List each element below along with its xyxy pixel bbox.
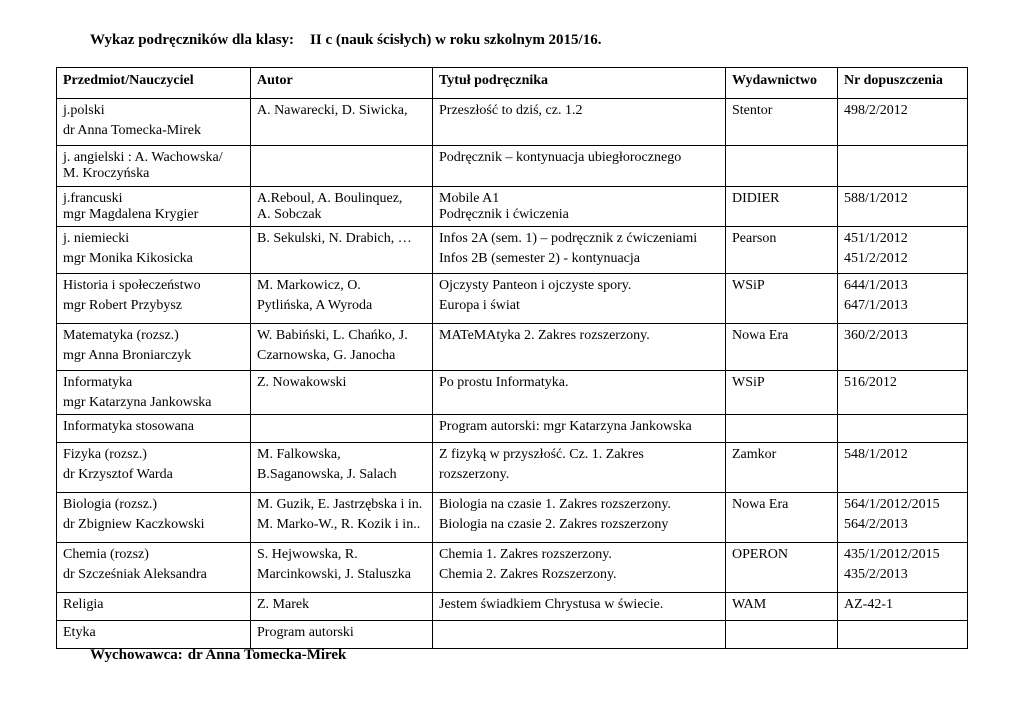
cell-nr [838, 187, 968, 227]
cell-przedmiot [57, 146, 251, 187]
cell-autor [251, 371, 433, 415]
cell-wydawnictwo [726, 99, 838, 146]
table-header-row [57, 68, 968, 99]
table-row [57, 99, 968, 146]
cell-line: dr Krzysztof Warda [63, 467, 173, 482]
cell-line: mgr Monika Kikosicka [63, 251, 193, 266]
cell-line: M. Kroczyńska [63, 166, 150, 181]
cell-przedmiot [57, 443, 251, 493]
table-row [57, 371, 968, 415]
cell-line: 516/2012 [844, 375, 897, 390]
cell-wydawnictwo [726, 621, 838, 649]
table-row [57, 187, 968, 227]
cell-line: Informatyka stosowana [63, 419, 195, 434]
cell-autor [251, 324, 433, 371]
cell-line: Europa i świat [439, 298, 520, 313]
cell-line: Matematyka (rozsz.) [63, 328, 179, 343]
header-tytul: Tytuł podręcznika [433, 68, 726, 99]
table-row [57, 146, 968, 187]
cell-line: 435/2/2013 [844, 567, 908, 582]
cell-line: Z. Nowakowski [257, 375, 347, 390]
cell-przedmiot [57, 415, 251, 443]
table-row [57, 543, 968, 593]
cell-line: WSiP [732, 278, 765, 293]
cell-line: Mobile A1 [439, 191, 500, 206]
cell-przedmiot [57, 187, 251, 227]
cell-line: Pytlińska, A Wyroda [257, 298, 373, 313]
cell-autor [251, 227, 433, 274]
cell-nr [838, 274, 968, 324]
cell-autor [251, 621, 433, 649]
cell-line: 588/1/2012 [844, 191, 908, 206]
cell-line: 644/1/2013 [844, 278, 908, 293]
cell-line: mgr Anna Broniarczyk [63, 348, 192, 363]
cell-tytul [433, 543, 726, 593]
cell-wydawnictwo [726, 593, 838, 621]
cell-line: 360/2/2013 [844, 328, 908, 343]
footer-label: Wychowawca: [90, 647, 183, 663]
cell-line: Ojczysty Panteon i ojczyste spory. [439, 278, 632, 293]
table-row [57, 274, 968, 324]
cell-line: Chemia 2. Zakres Rozszerzony. [439, 567, 617, 582]
cell-autor [251, 146, 433, 187]
cell-wydawnictwo [726, 146, 838, 187]
cell-przedmiot [57, 99, 251, 146]
cell-line: Biologia na czasie 1. Zakres rozszerzony. [439, 497, 671, 512]
cell-line: WAM [732, 597, 767, 612]
document-title [90, 32, 601, 49]
cell-line: 548/1/2012 [844, 447, 908, 462]
cell-nr [838, 443, 968, 493]
cell-line: WSiP [732, 375, 765, 390]
header-przedmiot: Przedmiot/Nauczyciel [57, 68, 251, 99]
cell-line: Fizyka (rozsz.) [63, 447, 147, 462]
cell-nr [838, 99, 968, 146]
cell-line: M. Markowicz, O. [257, 278, 361, 293]
cell-wydawnictwo [726, 324, 838, 371]
cell-przedmiot [57, 543, 251, 593]
cell-tytul [433, 415, 726, 443]
cell-nr [838, 543, 968, 593]
cell-line: Pearson [732, 231, 777, 246]
cell-line: Informatyka [63, 375, 133, 390]
header-nr-dopuszczenia: Nr dopuszczenia [838, 68, 968, 99]
cell-tytul [433, 443, 726, 493]
cell-line: Podręcznik i ćwiczenia [439, 207, 569, 222]
cell-przedmiot [57, 227, 251, 274]
cell-line: Nowa Era [732, 497, 789, 512]
cell-line: Religia [63, 597, 104, 612]
cell-tytul [433, 227, 726, 274]
cell-line: A.Reboul, A. Boulinquez, [257, 191, 403, 206]
cell-line: dr Anna Tomecka-Mirek [63, 123, 201, 138]
cell-line: Program autorski: mgr Katarzyna Jankowska [439, 419, 692, 434]
cell-line: mgr Katarzyna Jankowska [63, 395, 212, 410]
title-prefix: Wykaz podręczników dla klasy: [90, 32, 295, 48]
cell-line: Biologia (rozsz.) [63, 497, 158, 512]
table-row [57, 227, 968, 274]
cell-line: 451/1/2012 [844, 231, 908, 246]
cell-line: DIDIER [732, 191, 780, 206]
table-row [57, 324, 968, 371]
cell-line: 647/1/2013 [844, 298, 908, 313]
cell-line: j.francuski [63, 191, 123, 206]
cell-line: Infos 2A (sem. 1) – podręcznik z ćwiczeniami [439, 231, 698, 246]
cell-wydawnictwo [726, 493, 838, 543]
cell-tytul [433, 493, 726, 543]
cell-autor [251, 274, 433, 324]
cell-nr [838, 593, 968, 621]
cell-line: Marcinkowski, J. Staluszka [257, 567, 411, 582]
cell-przedmiot [57, 493, 251, 543]
cell-line: M. Falkowska, [257, 447, 341, 462]
cell-line: Stentor [732, 103, 773, 118]
cell-autor [251, 543, 433, 593]
cell-tytul [433, 274, 726, 324]
cell-wydawnictwo [726, 543, 838, 593]
cell-autor [251, 187, 433, 227]
cell-wydawnictwo [726, 187, 838, 227]
header-wydawnictwo: Wydawnictwo [726, 68, 838, 99]
cell-line: AZ-42-1 [844, 597, 893, 612]
cell-line: Przeszłość to dziś, cz. 1.2 [439, 103, 583, 118]
cell-nr [838, 324, 968, 371]
cell-wydawnictwo [726, 274, 838, 324]
cell-line: Podręcznik – kontynuacja ubiegłorocznego [439, 150, 682, 165]
cell-line: Z fizyką w przyszłość. Cz. 1. Zakres [439, 447, 644, 462]
textbook-table [56, 67, 968, 649]
header-autor: Autor [251, 68, 433, 99]
cell-line: Infos 2B (semester 2) - kontynuacja [439, 251, 640, 266]
table-row [57, 593, 968, 621]
cell-autor [251, 415, 433, 443]
cell-line: B. Sekulski, N. Drabich, … [257, 231, 412, 246]
table-row [57, 443, 968, 493]
cell-tytul [433, 187, 726, 227]
cell-tytul [433, 621, 726, 649]
cell-line: Chemia (rozsz) [63, 547, 149, 562]
cell-line: A. Sobczak [257, 207, 322, 222]
cell-line: Program autorski [257, 625, 354, 640]
cell-wydawnictwo [726, 227, 838, 274]
cell-line: Etyka [63, 625, 96, 640]
cell-nr [838, 415, 968, 443]
cell-tytul [433, 99, 726, 146]
cell-tytul [433, 593, 726, 621]
cell-wydawnictwo [726, 443, 838, 493]
cell-line: Jestem świadkiem Chrystusa w świecie. [439, 597, 664, 612]
footer-name: dr Anna Tomecka-Mirek [187, 647, 347, 663]
cell-nr [838, 493, 968, 543]
cell-line: mgr Magdalena Krygier [63, 207, 199, 222]
table-row [57, 415, 968, 443]
cell-autor [251, 593, 433, 621]
cell-tytul [433, 324, 726, 371]
cell-line: 451/2/2012 [844, 251, 908, 266]
cell-line: Z. Marek [257, 597, 310, 612]
cell-autor [251, 493, 433, 543]
cell-line: dr Szcześniak Aleksandra [63, 567, 207, 582]
cell-line: j. angielski : A. Wachowska/ [63, 150, 223, 165]
cell-nr [838, 371, 968, 415]
cell-autor [251, 443, 433, 493]
cell-line: M. Marko-W., R. Kozik i in.. [257, 517, 421, 532]
cell-line: Po prostu Informatyka. [439, 375, 569, 390]
cell-wydawnictwo [726, 371, 838, 415]
cell-line: Biologia na czasie 2. Zakres rozszerzony [439, 517, 669, 532]
cell-tytul [433, 146, 726, 187]
table-row [57, 493, 968, 543]
cell-nr [838, 621, 968, 649]
cell-line: S. Hejwowska, R. [257, 547, 358, 562]
cell-line: 564/1/2012/2015 [844, 497, 940, 512]
cell-line: Chemia 1. Zakres rozszerzony. [439, 547, 612, 562]
table-row [57, 621, 968, 649]
cell-przedmiot [57, 324, 251, 371]
cell-line: 435/1/2012/2015 [844, 547, 940, 562]
cell-line: OPERON [732, 547, 789, 562]
cell-przedmiot [57, 274, 251, 324]
cell-autor [251, 99, 433, 146]
cell-line: Nowa Era [732, 328, 789, 343]
cell-line: M. Guzik, E. Jastrzębska i in. [257, 497, 423, 512]
cell-line: W. Babiński, L. Chańko, J. [257, 328, 408, 343]
cell-line: B.Saganowska, J. Salach [257, 467, 397, 482]
cell-line: dr Zbigniew Kaczkowski [63, 517, 205, 532]
cell-line: rozszerzony. [439, 467, 510, 482]
cell-line: Historia i społeczeństwo [63, 278, 201, 293]
cell-line: 498/2/2012 [844, 103, 908, 118]
table-body [57, 99, 968, 649]
cell-line: MATeMAtyka 2. Zakres rozszerzony. [439, 328, 650, 343]
cell-line: 564/2/2013 [844, 517, 908, 532]
cell-line: A. Nawarecki, D. Siwicka, [257, 103, 408, 118]
cell-przedmiot [57, 593, 251, 621]
cell-nr [838, 146, 968, 187]
cell-line: Czarnowska, G. Janocha [257, 348, 396, 363]
footer-teacher [90, 647, 346, 664]
cell-nr [838, 227, 968, 274]
cell-przedmiot [57, 371, 251, 415]
cell-wydawnictwo [726, 415, 838, 443]
cell-line: Zamkor [732, 447, 777, 462]
cell-line: mgr Robert Przybysz [63, 298, 182, 313]
cell-przedmiot [57, 621, 251, 649]
cell-line: j. niemiecki [63, 231, 130, 246]
cell-line: j.polski [63, 103, 105, 118]
cell-tytul [433, 371, 726, 415]
title-class: II c (nauk ścisłych) w roku szkolnym 2015/16. [310, 32, 602, 48]
